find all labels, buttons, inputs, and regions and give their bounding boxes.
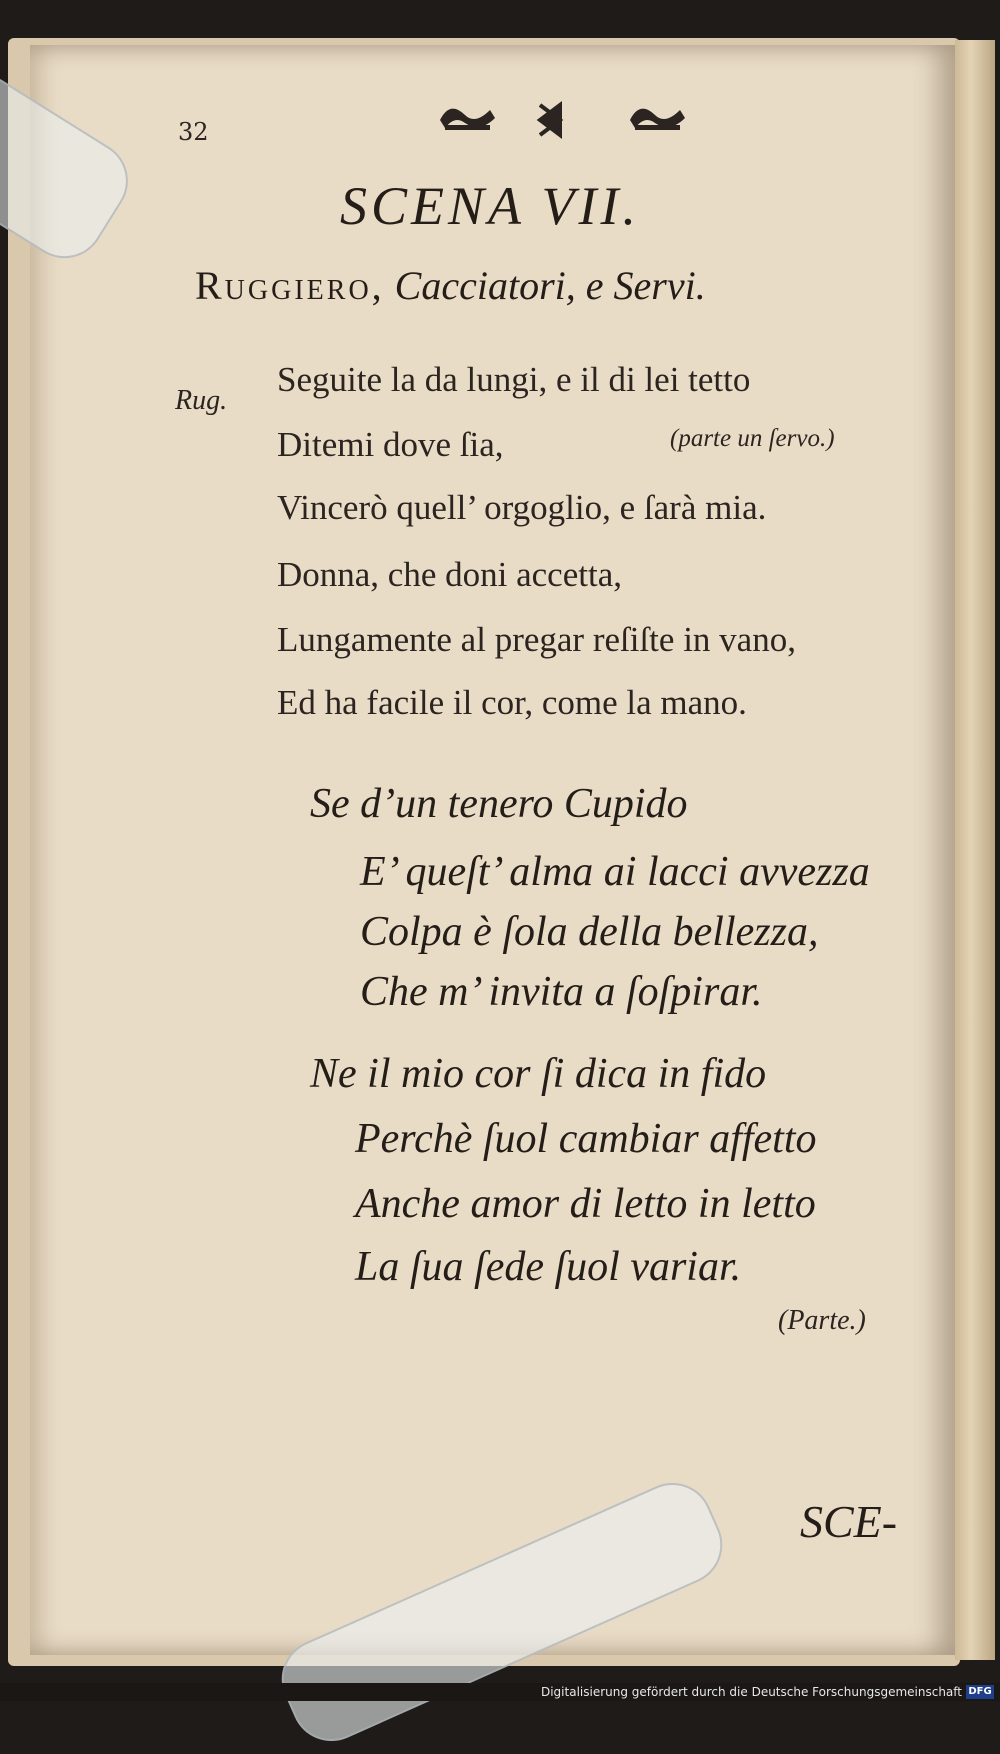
next-page-curl: [955, 40, 995, 1660]
printer-ornament-icon: [430, 95, 690, 145]
funding-credit: Digitalisierung gefördert durch die Deutsche Forschungsgemeinschaft: [540, 1685, 962, 1699]
exit-direction: (Parte.): [778, 1305, 866, 1336]
scene-title: SCENA VII.: [340, 176, 640, 236]
dfg-logo-icon: DFG: [966, 1685, 994, 1699]
character-rest: Cacciatori, e Servi.: [394, 263, 706, 308]
character-lead: Ruggiero,: [195, 263, 385, 308]
recitative-line: Ditemi dove ſia,: [277, 425, 504, 464]
aria-line: Che m’ invita a ſoſpirar.: [360, 969, 763, 1015]
speaker-label: Rug.: [175, 385, 228, 416]
aria-line: Perchè ſuol cambiar affetto: [355, 1116, 817, 1162]
character-list: [195, 262, 935, 309]
recitative-line: Donna, che doni accetta,: [277, 555, 622, 594]
recitative-line: Lungamente al pregar reſiſte in vano,: [277, 620, 796, 659]
aria-line: Se d’un tenero Cupido: [310, 781, 688, 827]
aria-line: Colpa è ſola della bellezza,: [360, 909, 819, 955]
stage-direction: (parte un ſervo.): [670, 425, 835, 452]
page-number: 32: [178, 118, 209, 146]
recitative-line: Vincerò quell’ orgoglio, e ſarà mia.: [277, 488, 767, 527]
recitative-line: Seguite la da lungi, e il di lei tetto: [277, 360, 751, 399]
aria-line: Anche amor di letto in letto: [355, 1181, 816, 1227]
aria-line: La ſua ſede ſuol variar.: [355, 1244, 742, 1290]
aria-line: E’ queſt’ alma ai lacci avvezza: [360, 849, 870, 895]
catchword: SCE-: [800, 1496, 898, 1547]
aria-line: Ne il mio cor ſi dica in fido: [310, 1051, 767, 1097]
recitative-line: Ed ha facile il cor, come la mano.: [277, 683, 747, 722]
